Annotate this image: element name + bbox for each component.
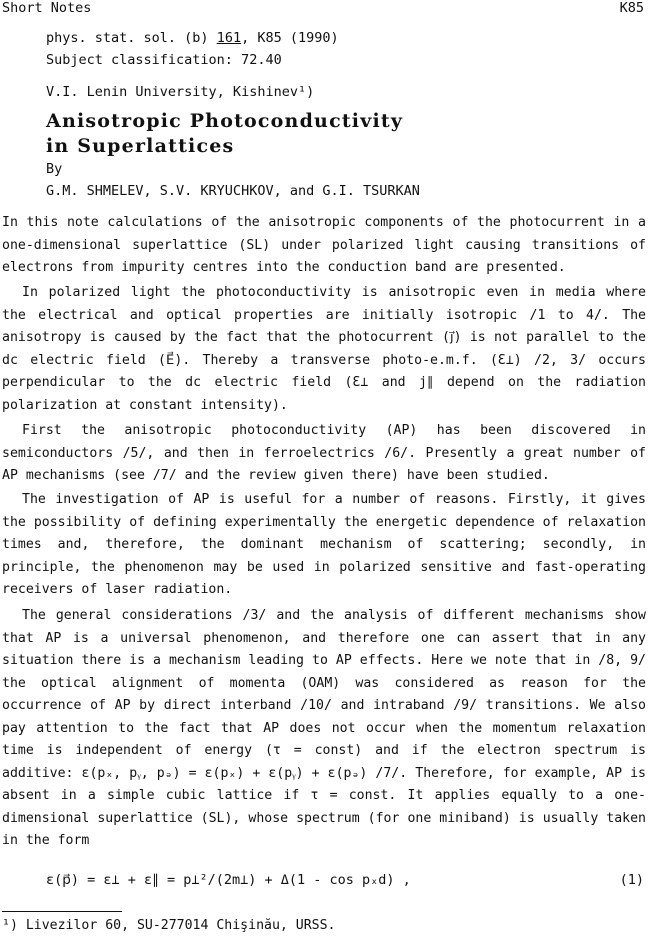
byline-label: By — [46, 161, 63, 177]
body-paragraph: In polarized light the photoconductivity is anisotropic even in media where the electrical and optical properties are initially isotropic /1 to 4/. The anisotropy is caused by the fact that the photocurrent (j⃗) is not parallel to the dc electric field (E⃗). Thereby a transverse photo-e.m.f. (Ɛ⊥) /2, 3/ occurs perpendicular to the dc electric field (Ɛ⊥ and j∥ depend on the radiation polarization at constant intensity). — [2, 285, 646, 413]
paper-title-line-1: Anisotropic Photoconductivity — [46, 110, 404, 132]
journal-citation — [46, 30, 339, 46]
body-paragraph: The investigation of AP is useful for a number of reasons. Firstly, it gives the possibility of defining experimentally the energetic dependence of relaxation times and, therefore, the dominant mechanism of scattering; secondly, in principle, the phenomenon may be used in polarized sensitive and fast-operating receivers of laser radiation. — [2, 492, 646, 597]
running-header-section: Short Notes — [2, 0, 92, 16]
citation-suffix: , K85 (1990) — [241, 30, 339, 46]
author-list: G.M. SHMELEV, S.V. KRYUCHKOV, and G.I. TSURKAN — [46, 183, 420, 199]
subject-classification: Subject classification: 72.40 — [46, 52, 282, 68]
citation-prefix: phys. stat. sol. (b) — [46, 30, 217, 46]
running-header-page-number: K85 — [619, 0, 644, 16]
abstract-paragraph: In this note calculations of the anisotropic components of the photocurrent in a one-dimensional superlattice (SL) under polarized light causing transitions of electrons from impurity centres into the conduction band are presented. — [2, 215, 646, 275]
affiliation: V.I. Lenin University, Kishinev¹) — [46, 84, 315, 100]
equation-number: (1) — [619, 872, 644, 888]
body-paragraph: The general considerations /3/ and the analysis of different mechanisms show that AP is a universal phenomenon, and therefore one can assert that in any situation there is a mechanism leading to AP effects. Here we note that in /8, 9/ the optical alignment of momenta (OAM) was considered as reason for the occurrence of AP by direct interband /10/ and intraband /9/ transitions. We also pay attention to the fact that AP does not occur when the momentum relaxation time is independent of energy (τ = const) and if the electron spectrum is additive: ε(pₓ, pᵧ, pₔ) = ε(pₓ) + ε(pᵧ) + ε(pₔ) /7/. Therefore, for example, AP is absent in a simple cubic lattice if τ = const. It applies equally to a one-dimensional superlattice (SL), whose spectrum (for one miniband) is usually taken in the form — [2, 608, 646, 848]
body-paragraph: First the anisotropic photoconductivity (AP) has been discovered in semiconductors /5/, and then in ferroelectrics /6/. Presently a great number of AP mechanisms (see /7/ and the review given there) have been studied. — [2, 423, 646, 483]
equation-1: ε(p⃗) = ε⊥ + ε∥ = p⊥²/(2m⊥) + Δ(1 - cos pₓd) , — [46, 872, 411, 888]
footnote-divider — [2, 911, 122, 912]
paper-title-line-2: in Superlattices — [46, 135, 235, 157]
footnote: ¹) Livezilor 60, SU-277014 Chişinău, URSS. — [2, 918, 336, 933]
citation-volume: 161 — [216, 30, 242, 46]
